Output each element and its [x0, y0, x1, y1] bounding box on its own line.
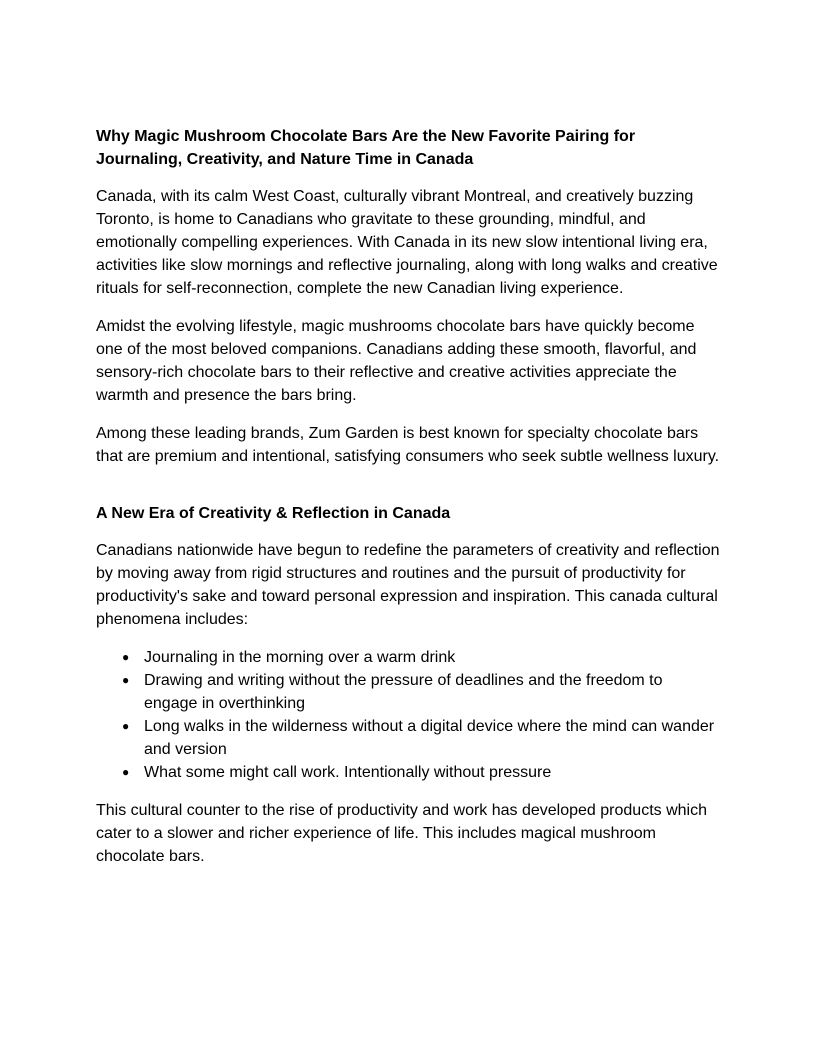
- intro-paragraph-1: Canada, with its calm West Coast, culturally vibrant Montreal, and creatively buzzing Toronto, is home to Canadians who gravitate to these grounding, mindful, and emotionally compelling experiences. With Canada in its new slow intentional living era, activities like slow mornings and reflective journaling, along with long walks and creative rituals for self-reconnection, complete the new Canadian living experience.: [96, 188, 718, 297]
- bullet-icon: ●: [122, 650, 130, 664]
- list-item: [96, 761, 720, 784]
- bullet-icon: ●: [122, 673, 130, 687]
- list-item-text: Journaling in the morning over a warm drink: [144, 649, 456, 666]
- list-item-text: Long walks in the wilderness without a digital device where the mind can wander and version: [144, 718, 715, 758]
- section-heading: A New Era of Creativity & Reflection in Canada: [96, 505, 451, 522]
- list-item-text: What some might call work. Intentionally without pressure: [144, 764, 552, 781]
- bullet-icon: ●: [122, 719, 130, 733]
- article-title: Why Magic Mushroom Chocolate Bars Are the New Favorite Pairing for Journaling, Creativity, and Nature Time in Canada: [96, 128, 636, 168]
- intro-paragraph-2: Amidst the evolving lifestyle, magic mushrooms chocolate bars have quickly become one of the most beloved companions. Canadians adding these smooth, flavorful, and sensory-rich chocolate bars to their reflective and creative activities appreciate the warmth and presence the bars bring.: [96, 318, 697, 404]
- intro-paragraph-3: Among these leading brands, Zum Garden is best known for specialty chocolate bars that are premium and intentional, satisfying consumers who seek subtle wellness luxury.: [96, 425, 720, 465]
- bullet-icon: ●: [122, 765, 130, 779]
- document-page: [96, 125, 720, 883]
- bullet-list: [96, 646, 720, 784]
- closing-paragraph: This cultural counter to the rise of productivity and work has developed products which cater to a slower and richer experience of life. This includes magical mushroom chocolate bars.: [96, 802, 707, 865]
- list-item: [96, 646, 720, 669]
- section-intro-paragraph: Canadians nationwide have begun to redefine the parameters of creativity and reflection by moving away from rigid structures and routines and the pursuit of productivity for productivity's sake and toward personal expression and inspiration. This canada cultural phenomena includes:: [96, 542, 720, 628]
- list-item: [96, 715, 720, 761]
- list-item-text: Drawing and writing without the pressure of deadlines and the freedom to engage in overthinking: [144, 672, 663, 712]
- list-item: [96, 669, 720, 715]
